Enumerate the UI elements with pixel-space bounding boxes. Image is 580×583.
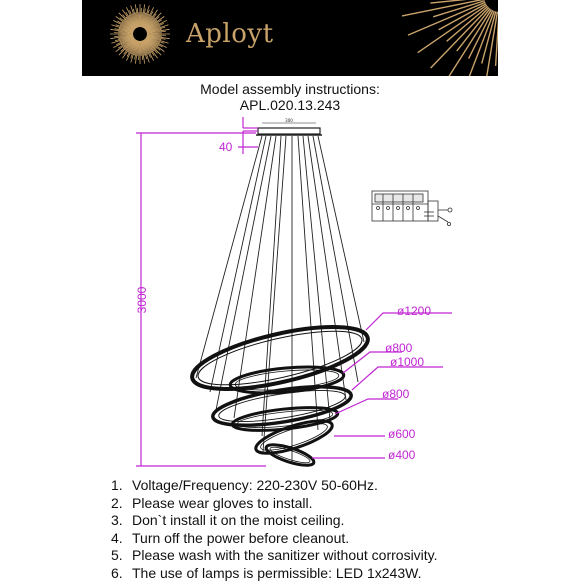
instruction-item [111, 477, 438, 495]
instruction-text: Please wear gloves to install. [132, 494, 313, 511]
height-label: 3000 [135, 286, 149, 314]
ring-label-1000: ø1000 [390, 355, 425, 369]
instruction-item [111, 512, 438, 530]
dimension-lines [136, 117, 452, 466]
instruction-number: 2. [111, 494, 123, 511]
wiring-diagram-icon [372, 191, 452, 226]
offset-label: 40 [219, 140, 233, 154]
instructions-list [111, 477, 438, 583]
ring-label-600: ø600 [388, 427, 416, 441]
instruction-number: 5. [111, 547, 123, 564]
brand-banner [82, 0, 498, 76]
dimension-labels [135, 140, 431, 462]
instruction-text: Don`t install it on the moist ceiling. [132, 512, 345, 529]
instruction-item [111, 530, 438, 548]
instruction-number: 4. [111, 529, 123, 546]
instruction-text: Turn off the power before cleanout. [132, 529, 350, 546]
instructions-title: Model assembly instructions: [200, 81, 380, 97]
brand-name: Aployt [186, 19, 274, 49]
instruction-number: 3. [111, 512, 123, 529]
instruction-text: The use of lamps is permissible: LED 1x243W. [132, 564, 422, 581]
ring-label-400: ø400 [388, 448, 416, 462]
sunburst-logo-icon [82, 0, 498, 76]
canopy-width-label: 300 [285, 118, 293, 123]
ring-label-800: ø800 [385, 341, 413, 355]
chandelier-drawing [0, 112, 580, 474]
instruction-number: 1. [111, 477, 123, 493]
instruction-number: 6. [111, 564, 123, 581]
instruction-item [111, 495, 438, 513]
instruction-text: Please wash with the sanitizer without corrosivity. [132, 547, 438, 564]
instruction-item [111, 547, 438, 565]
ring-label-800-lower: ø800 [382, 387, 410, 401]
model-code: APL.020.13.243 [239, 97, 341, 113]
ring-label-1200: ø1200 [397, 304, 432, 318]
instruction-text: Voltage/Frequency: 220-230V 50-60Hz. [132, 477, 378, 493]
ceiling-canopy [256, 118, 322, 135]
